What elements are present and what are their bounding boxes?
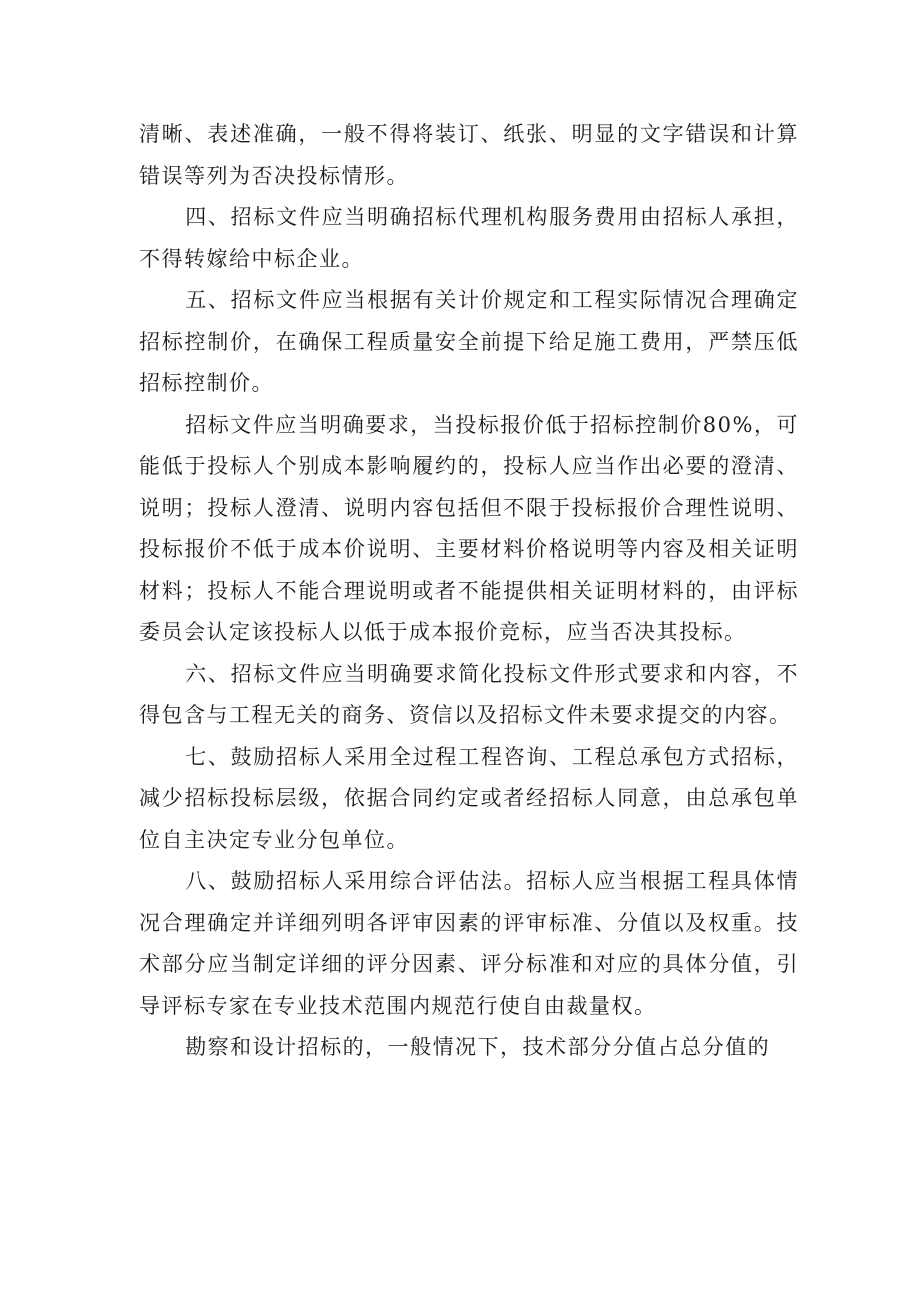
paragraph-item-4: 四、招标文件应当明确招标代理机构服务费用由招标人承担，不得转嫁给中标企业。 xyxy=(139,205,799,271)
paragraph-item-6: 六、招标文件应当明确要求简化投标文件形式要求和内容，不得包含与工程无关的商务、资信以及招标文件未要求提交的内容。 xyxy=(139,661,799,727)
document-body xyxy=(139,114,799,1069)
paragraph-item-7: 七、鼓励招标人采用全过程工程咨询、工程总承包方式招标，减少招标投标层级，依据合同约定或者经招标人同意，由总承包单位自主决定专业分包单位。 xyxy=(139,744,799,852)
paragraph-continued: 清晰、表述准确，一般不得将装订、纸张、明显的文字错误和计算错误等列为否决投标情形。 xyxy=(139,122,799,188)
paragraph-item-8: 八、鼓励招标人采用综合评估法。招标人应当根据工程具体情况合理确定并详细列明各评审因素的评审标准、分值以及权重。技术部分应当制定详细的评分因素、评分标准和对应的具体分值，引导评标专家在专业技术范围内规范行使自由裁量权。 xyxy=(139,869,799,1018)
paragraph-survey-design: 勘察和设计招标的，一般情况下，技术部分分值占总分值的 xyxy=(185,1035,771,1059)
paragraph-bid-price-requirement: 招标文件应当明确要求，当投标报价低于招标控制价80%，可能低于投标人个别成本影响履约的，投标人应当作出必要的澄清、说明；投标人澄清、说明内容包括但不限于投标报价合理性说明、投标报价不低于成本价说明、主要材料价格说明等内容及相关证明材料；投标人不能合理说明或者不能提供相关证明材料的，由评标委员会认定该投标人以低于成本报价竞标，应当否决其投标。 xyxy=(139,412,799,644)
paragraph-item-5: 五、招标文件应当根据有关计价规定和工程实际情况合理确定招标控制价，在确保工程质量安全前提下给足施工费用，严禁压低招标控制价。 xyxy=(139,288,799,395)
